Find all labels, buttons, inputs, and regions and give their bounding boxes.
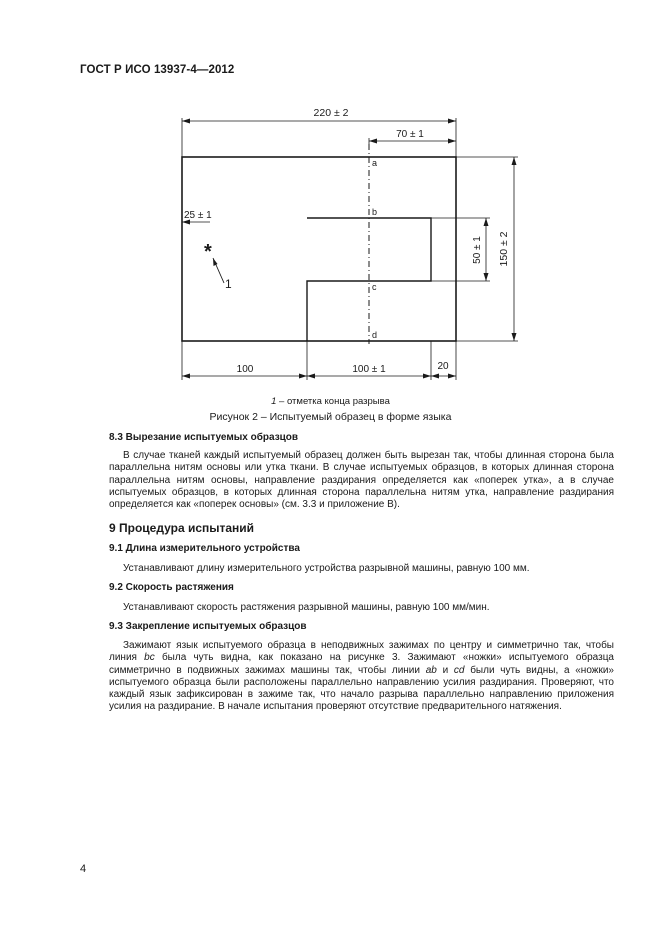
- para-text: была чуть видна, как показано на рисунке 3. Зажимают «ножки» испытуемого образца симметрично в подвижных зажимах машины так, чтобы линии: [109, 652, 614, 676]
- section-9-1-paragraph: Устанавливают длину измерительного устройства разрывной машины, равную 100 мм.: [123, 563, 530, 574]
- point-a-label: a: [372, 158, 378, 168]
- figure-legend: [0, 396, 661, 407]
- section-9-2-title: 9.2 Скорость растяжения: [109, 582, 234, 593]
- section-9-title: 9 Процедура испытаний: [109, 521, 255, 535]
- dim-height-label: 150 ± 2: [498, 231, 510, 267]
- dim-width-label: 220 ± 2: [313, 107, 349, 119]
- figure-caption: Рисунок 2 – Испытуемый образец в форме языка: [209, 411, 452, 423]
- dim-mark-offset-label: 25 ± 1: [184, 210, 212, 221]
- legend-number: 1: [271, 396, 277, 407]
- point-b-label: b: [372, 207, 378, 217]
- legend-text: – отметка конца разрыва: [276, 396, 390, 407]
- dim-bottom-mid-label: 100 ± 1: [352, 364, 386, 375]
- page-number: 4: [80, 863, 87, 875]
- section-9-3-paragraph: [109, 640, 614, 714]
- para-text: и: [436, 664, 454, 676]
- section-8-3-title: 8.3 Вырезание испытуемых образцов: [109, 432, 299, 443]
- point-d-label: d: [372, 330, 378, 340]
- section-9-1-title: 9.1 Длина измерительного устройства: [109, 543, 300, 554]
- specimen-outline: [182, 157, 456, 341]
- dim-bottom-right-label: 20: [437, 361, 449, 372]
- section-9-3-title: 9.3 Закрепление испытуемых образцов: [109, 621, 307, 632]
- line-ab-ref: ab: [425, 664, 437, 676]
- section-9-2-paragraph: Устанавливают скорость растяжения разрывной машины, равную 100 мм/мин.: [123, 602, 490, 613]
- dim-tongue-height-label: 50 ± 1: [472, 236, 483, 264]
- crack-mark-symbol: *: [204, 241, 212, 263]
- point-c-label: c: [372, 282, 377, 292]
- dim-tongue-offset-label: 70 ± 1: [396, 129, 424, 140]
- section-8-3-paragraph: В случае тканей каждый испытуемый образец должен быть вырезан так, чтобы длинная сторона была параллельна нитям основы или утка ткани. В случае испытуемых образцов, в которых длинная сторона параллельна нитям основы, направление раздирания определяется как «поперек утка», а в случае испытуемых образцов, в которых длинная сторона параллельна нитям утка, направление раздирания определяется как «поперек основы» (см. 3.3 и приложение В).: [109, 450, 614, 511]
- para-text: Зажимают язык испытуемого образца в неподвижных зажимах по центру и симметрично так, чтобы линия: [109, 640, 614, 664]
- line-cd-ref: cd: [453, 664, 465, 676]
- specimen-figure: [0, 0, 661, 392]
- dim-bottom-left-label: 100: [236, 364, 254, 375]
- line-bc-ref: bc: [144, 652, 155, 664]
- crack-mark-label: 1: [225, 277, 232, 291]
- para-text: были чуть видны, а «ножки» испытуемого образца были расположены параллельно направлению усилия раздирания. Проверяют, что каждый язык зафиксирован в зажиме так, что начало разрыва параллельно направлению приложения усилия на раздирание. В начале испытания проверяют отсутствие предварительного натяжения.: [109, 664, 614, 713]
- document-header: ГОСТ Р ИСО 13937-4—2012: [80, 64, 235, 76]
